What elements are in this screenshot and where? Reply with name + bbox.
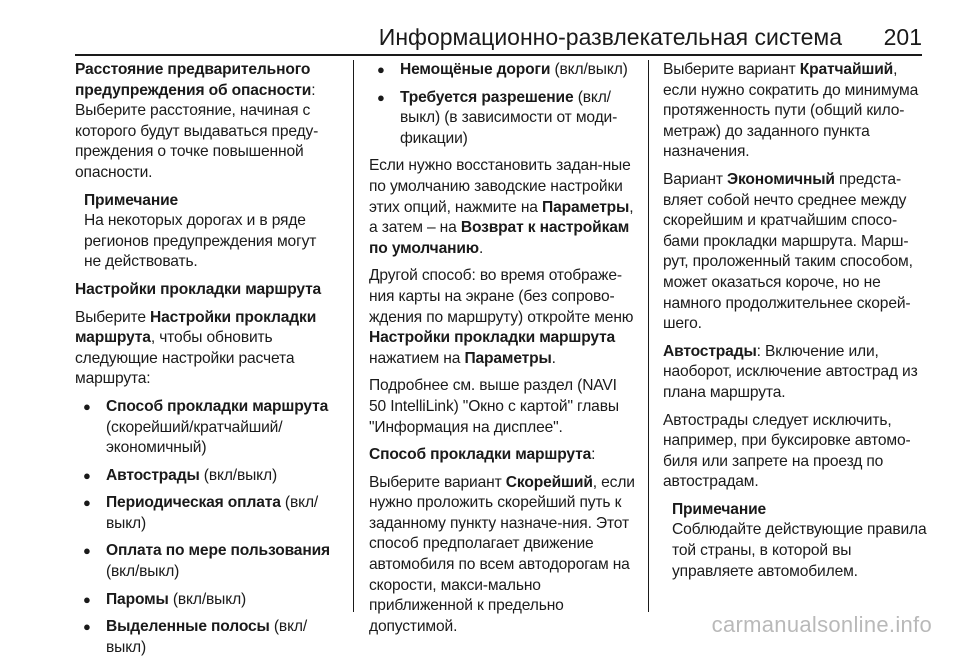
fastest-paragraph (369, 473, 635, 638)
page-number: 201 (883, 24, 922, 50)
motorways-text: : Включение или, наоборот, исключение автострад из плана маршрута. (663, 342, 918, 401)
column-divider-2 (648, 60, 649, 612)
header-rule (75, 54, 922, 56)
option-name: Оплата по мере пользования (106, 542, 330, 560)
fastest-text-a: Выберите вариант (369, 473, 506, 491)
shortest-text-a: Выберите вариант (663, 61, 800, 78)
route-method-heading-text: Способ прокладки маршрута (369, 446, 592, 464)
list-item (369, 88, 635, 150)
reset-defaults-paragraph (369, 156, 635, 259)
option-values: (вкл/выкл) (550, 61, 628, 78)
route-options-list (75, 397, 337, 659)
list-item (75, 466, 337, 487)
route-settings-heading: Настройки прокладки маршрута (75, 280, 322, 298)
reset-defaults-term: Возврат к настройкам по умолчанию (369, 219, 630, 257)
note-block-2 (663, 500, 931, 582)
list-item (75, 541, 337, 582)
route-settings-text-b: , чтобы обновить следующие настройки расчета маршрута: (75, 329, 295, 388)
parameters-term: Параметры (542, 198, 630, 216)
alt-text-b: нажатием на (369, 349, 465, 367)
option-name: Автострады (106, 466, 200, 484)
option-name: Требуется разрешение (400, 88, 574, 106)
fastest-text-b: , если нужно проложить скорейший путь к заданному пункту назначе-ния. Этот способ предполагает движение автомобиля по всем автодорогам на скорости, макси-мально приближенной к предельно допустимой. (369, 473, 635, 635)
hazard-warning-distance-term: Расстояние предварительного предупреждения об опасности (75, 61, 312, 99)
note-block-1 (75, 191, 337, 273)
option-values: (вкл/выкл) (199, 466, 277, 484)
economical-term: Экономичный (727, 170, 835, 188)
option-values: (вкл/выкл) (106, 563, 180, 581)
motorways-paragraph (663, 342, 931, 404)
motorways-term: Автострады (663, 342, 757, 360)
route-settings-term-2: Настройки прокладки маршрута (369, 329, 616, 347)
reset-text-a: Если нужно восстановить задан-ные по умолчанию заводские настройки этих опций, нажмите на (369, 157, 631, 216)
column-1 (75, 60, 337, 665)
note-title-1: Примечание (84, 191, 179, 209)
note-title-2: Примечание (672, 500, 767, 518)
alternative-method-paragraph (369, 266, 635, 369)
reset-text-b: , а затем – на (369, 198, 634, 237)
alt-text-c: . (551, 349, 556, 367)
reset-text-c: . (478, 239, 484, 257)
column-3 (663, 60, 931, 589)
option-name: Периодическая оплата (106, 494, 281, 512)
watermark: carmanualsonline.info (711, 612, 932, 637)
list-item (75, 493, 337, 534)
hazard-warning-distance-paragraph (75, 60, 337, 184)
fastest-term: Скорейший (505, 473, 593, 491)
list-item (75, 617, 337, 658)
shortest-paragraph (663, 60, 931, 163)
option-name: Немощёные дороги (400, 61, 551, 78)
alt-text-a: Другой способ: во время отображе-ния карты на экране (без сопрово-ждения по маршруту) откройте меню (369, 267, 634, 326)
economical-text-b: предста-вляет собой нечто среднее между скорейшим и кратчайшим спосо-бами прокладки маршрута. Марш-рут, проложенный таким способом, может оказаться короче, но не намного продолжительнее скорей-шего. (663, 170, 913, 333)
option-name: Выделенные полосы (106, 618, 270, 636)
route-method-heading (369, 445, 635, 466)
route-options-list-cont (369, 60, 635, 149)
motorways-exclude-paragraph: Автострады следует исключить, например, при буксировке автомо-биля или запрете на проезд по автострадам. (663, 411, 911, 491)
route-settings-text-a: Выберите (75, 308, 151, 326)
route-method-heading-colon: : (591, 446, 596, 464)
option-values: (вкл/выкл) (в зависимости от моди-фикации) (400, 88, 618, 147)
shortest-text-b: , если нужно сократить до минимума протяженность пути (общий кило-метраж) до заданного пункта назначения. (663, 61, 919, 161)
list-item (369, 60, 635, 81)
economical-paragraph (663, 170, 931, 335)
list-item (75, 590, 337, 611)
economical-text-a: Вариант (663, 170, 728, 188)
note-text-1: На некоторых дорогах и в ряде регионов предупреждения могут не действовать. (84, 212, 317, 271)
option-values: (вкл/выкл) (106, 618, 308, 656)
list-item (75, 397, 337, 459)
route-settings-paragraph (75, 308, 337, 390)
option-values: (вкл/выкл) (168, 590, 247, 608)
option-name: Паромы (106, 590, 169, 608)
page-header-title: Информационно-развлекательная система (378, 24, 842, 50)
route-settings-term: Настройки прокладки маршрута (75, 308, 317, 347)
hazard-warning-distance-text: : Выберите расстояние, начиная с которого будут выдаваться преду-преждения о точке повышенной опасности. (75, 81, 319, 181)
shortest-term: Кратчайший (799, 61, 894, 78)
option-values: (скорейший/кратчайший/экономичный) (106, 418, 283, 457)
option-name: Способ прокладки маршрута (106, 397, 329, 415)
column-2 (369, 60, 635, 644)
column-divider-1 (353, 60, 354, 612)
option-values: (вкл/выкл) (106, 494, 319, 532)
note-text-2: Соблюдайте действующие правила той страны, в которой вы управляете автомобилем. (672, 521, 927, 580)
parameters-term-2: Параметры (464, 349, 552, 367)
see-also-paragraph: Подробнее см. выше раздел (NAVI 50 IntelliLink) "Окно с картой" главы "Информация на дисплее". (369, 377, 619, 436)
